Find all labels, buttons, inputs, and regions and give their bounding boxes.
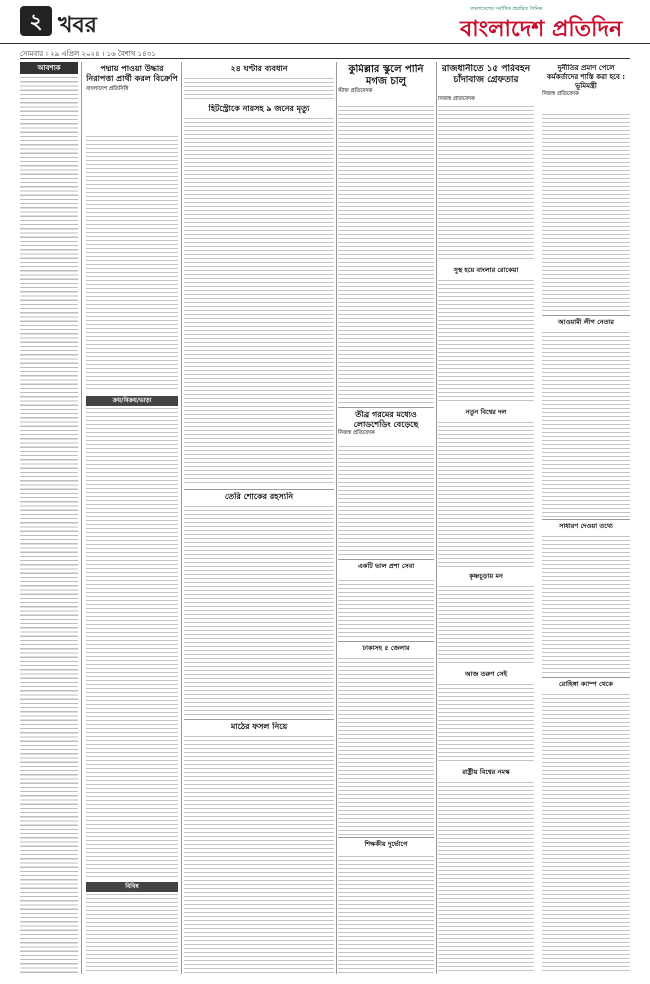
article-headline: হিটস্ট্রোকে নারসহ ৯ জনের মৃত্যু xyxy=(208,104,310,113)
article-headline: তীব্র গরমের মধ্যেও লোডশেডিং বেড়েছে xyxy=(353,410,419,429)
article-body xyxy=(338,580,434,640)
article-headline: নতুন বিশ্বের দল xyxy=(465,408,507,416)
article-byline: স্টাফ প্রতিবেদক xyxy=(338,88,373,94)
article-madhu xyxy=(184,722,334,734)
article-body xyxy=(338,446,434,556)
article-awami xyxy=(542,318,630,330)
article-headline: রাজধানীতে ১৫ পরিবহন xyxy=(441,64,531,74)
masthead xyxy=(0,0,650,44)
article-headline: কৃষ্ণচূড়ায় মন xyxy=(469,572,503,580)
article-headline: কুমিল্লার স্কুলে পানি মগজ চালু xyxy=(348,64,424,87)
article-ajo xyxy=(438,670,534,682)
classified-heading-mid-2: বিবিধ xyxy=(86,882,178,892)
article-body xyxy=(438,422,534,568)
article-headline: তেরি শোকের রহস্যনি xyxy=(224,492,294,501)
article-main xyxy=(438,64,534,94)
article-sadharon xyxy=(542,522,630,534)
article-headline: রাষ্ট্রীয় বিশ্বের নমস্ক xyxy=(462,768,510,776)
article-eksho xyxy=(338,562,434,582)
article-body xyxy=(184,506,334,718)
article-headline: ঢাকাসহ ৫ জেলার xyxy=(362,644,410,652)
article-body xyxy=(184,78,334,100)
article-body xyxy=(184,118,334,486)
article-headline: সাধারণ দেওয়া তথ্যে xyxy=(559,522,613,530)
article-headline: আজ তরুণ সেই xyxy=(464,670,508,678)
article-byline-wrap xyxy=(438,96,534,104)
classified-column-left xyxy=(20,62,82,974)
classified-heading-mid-1: ক্রয়/বিক্রয়/ভাড়া xyxy=(86,396,178,406)
article-heatstroke xyxy=(184,104,334,116)
article-headline: শিক্ষকীয় দুর্ভোগে xyxy=(364,840,408,848)
article-byline: বাংলাদেশ প্রতিনিধি xyxy=(86,86,129,92)
article-natun xyxy=(438,408,534,420)
article-byline: নিজস্ব প্রতিবেদক xyxy=(338,430,375,436)
article-body xyxy=(438,684,534,764)
article-krishok xyxy=(438,572,534,584)
article-headline: দুর্নীতির প্রমাণ পেলে কর্মকর্তাদের শাস্তি করা হবে : ভূমিমন্ত্রী xyxy=(546,64,626,90)
brand-tagline: বাংলাদেশের সর্বাধিক প্রচারিত দৈনিক xyxy=(470,6,543,12)
article-headline: রোহিঙ্গা ক্যাম্প থেকে xyxy=(559,680,613,688)
article-headline: মাঠের ফসল নিয়ে xyxy=(230,722,288,731)
article-loadshedding xyxy=(338,410,434,444)
article-land xyxy=(542,64,630,112)
section-divider xyxy=(338,407,434,408)
article-byline: নিজস্ব প্রতিবেদক xyxy=(438,96,475,102)
section-divider xyxy=(338,559,434,560)
section-divider xyxy=(184,719,334,720)
article-teri xyxy=(184,492,334,504)
article-body xyxy=(542,694,630,974)
classified-text-mid-2 xyxy=(86,894,178,974)
article-body xyxy=(438,586,534,666)
article-body xyxy=(86,136,178,391)
classified-heading: আবশ্যক xyxy=(20,62,78,74)
article-body xyxy=(438,106,534,262)
article-dhakar xyxy=(338,644,434,658)
article-body xyxy=(438,280,534,404)
brand-logo: বাংলাদেশ প্রতিদিন xyxy=(460,17,623,42)
header-rule xyxy=(20,58,630,59)
article-body xyxy=(542,536,630,676)
article-headline: একটি ভাল প্রশা সেবা xyxy=(357,562,415,570)
article-body xyxy=(338,106,434,406)
article-rakib xyxy=(542,680,630,692)
column-divider xyxy=(436,62,437,974)
section-divider xyxy=(338,641,434,642)
section-divider xyxy=(184,489,334,490)
article-headline: সুস্থ হয়ে বাংলার রোকেয়া xyxy=(453,266,519,274)
article-24hours xyxy=(184,64,334,76)
article-body xyxy=(542,332,630,518)
page-number: ২ xyxy=(20,6,52,36)
section-divider xyxy=(542,315,630,316)
article-body xyxy=(542,114,630,314)
article-pigeon xyxy=(86,64,178,134)
article-headline: পদ্মায় পাওয়া উদ্ধার নিরাপত্তা প্রার্থী করল বিক্রেপি xyxy=(86,64,178,83)
dateline: সোমবার । ২৯ এপ্রিল ২০২৪ । ১৬ বৈশাখ ১৪৩১ xyxy=(20,50,156,58)
section-name: খবর xyxy=(58,13,97,38)
column-divider xyxy=(181,62,182,974)
column-divider xyxy=(336,62,337,974)
classified-text-mid xyxy=(86,408,178,878)
article-body xyxy=(438,782,534,974)
classified-text xyxy=(20,77,78,974)
section-divider xyxy=(338,837,434,838)
article-shikkhok xyxy=(338,840,434,854)
article-body xyxy=(338,658,434,836)
article-rastrio xyxy=(438,768,534,780)
article-cumilla xyxy=(338,64,434,104)
article-headline: ২৪ ঘণ্টার ব্যবধান xyxy=(230,64,288,73)
article-byline: নিজস্ব প্রতিবেদক xyxy=(542,91,579,97)
article-sushu xyxy=(438,266,534,278)
section-divider xyxy=(542,519,630,520)
article-headline-2: চাঁদাবাজ গ্রেফতার xyxy=(453,75,519,85)
section-divider xyxy=(542,677,630,678)
article-headline: আওয়ামী লীগ নেতার xyxy=(558,318,614,326)
article-body xyxy=(184,736,334,974)
article-body xyxy=(338,856,434,974)
